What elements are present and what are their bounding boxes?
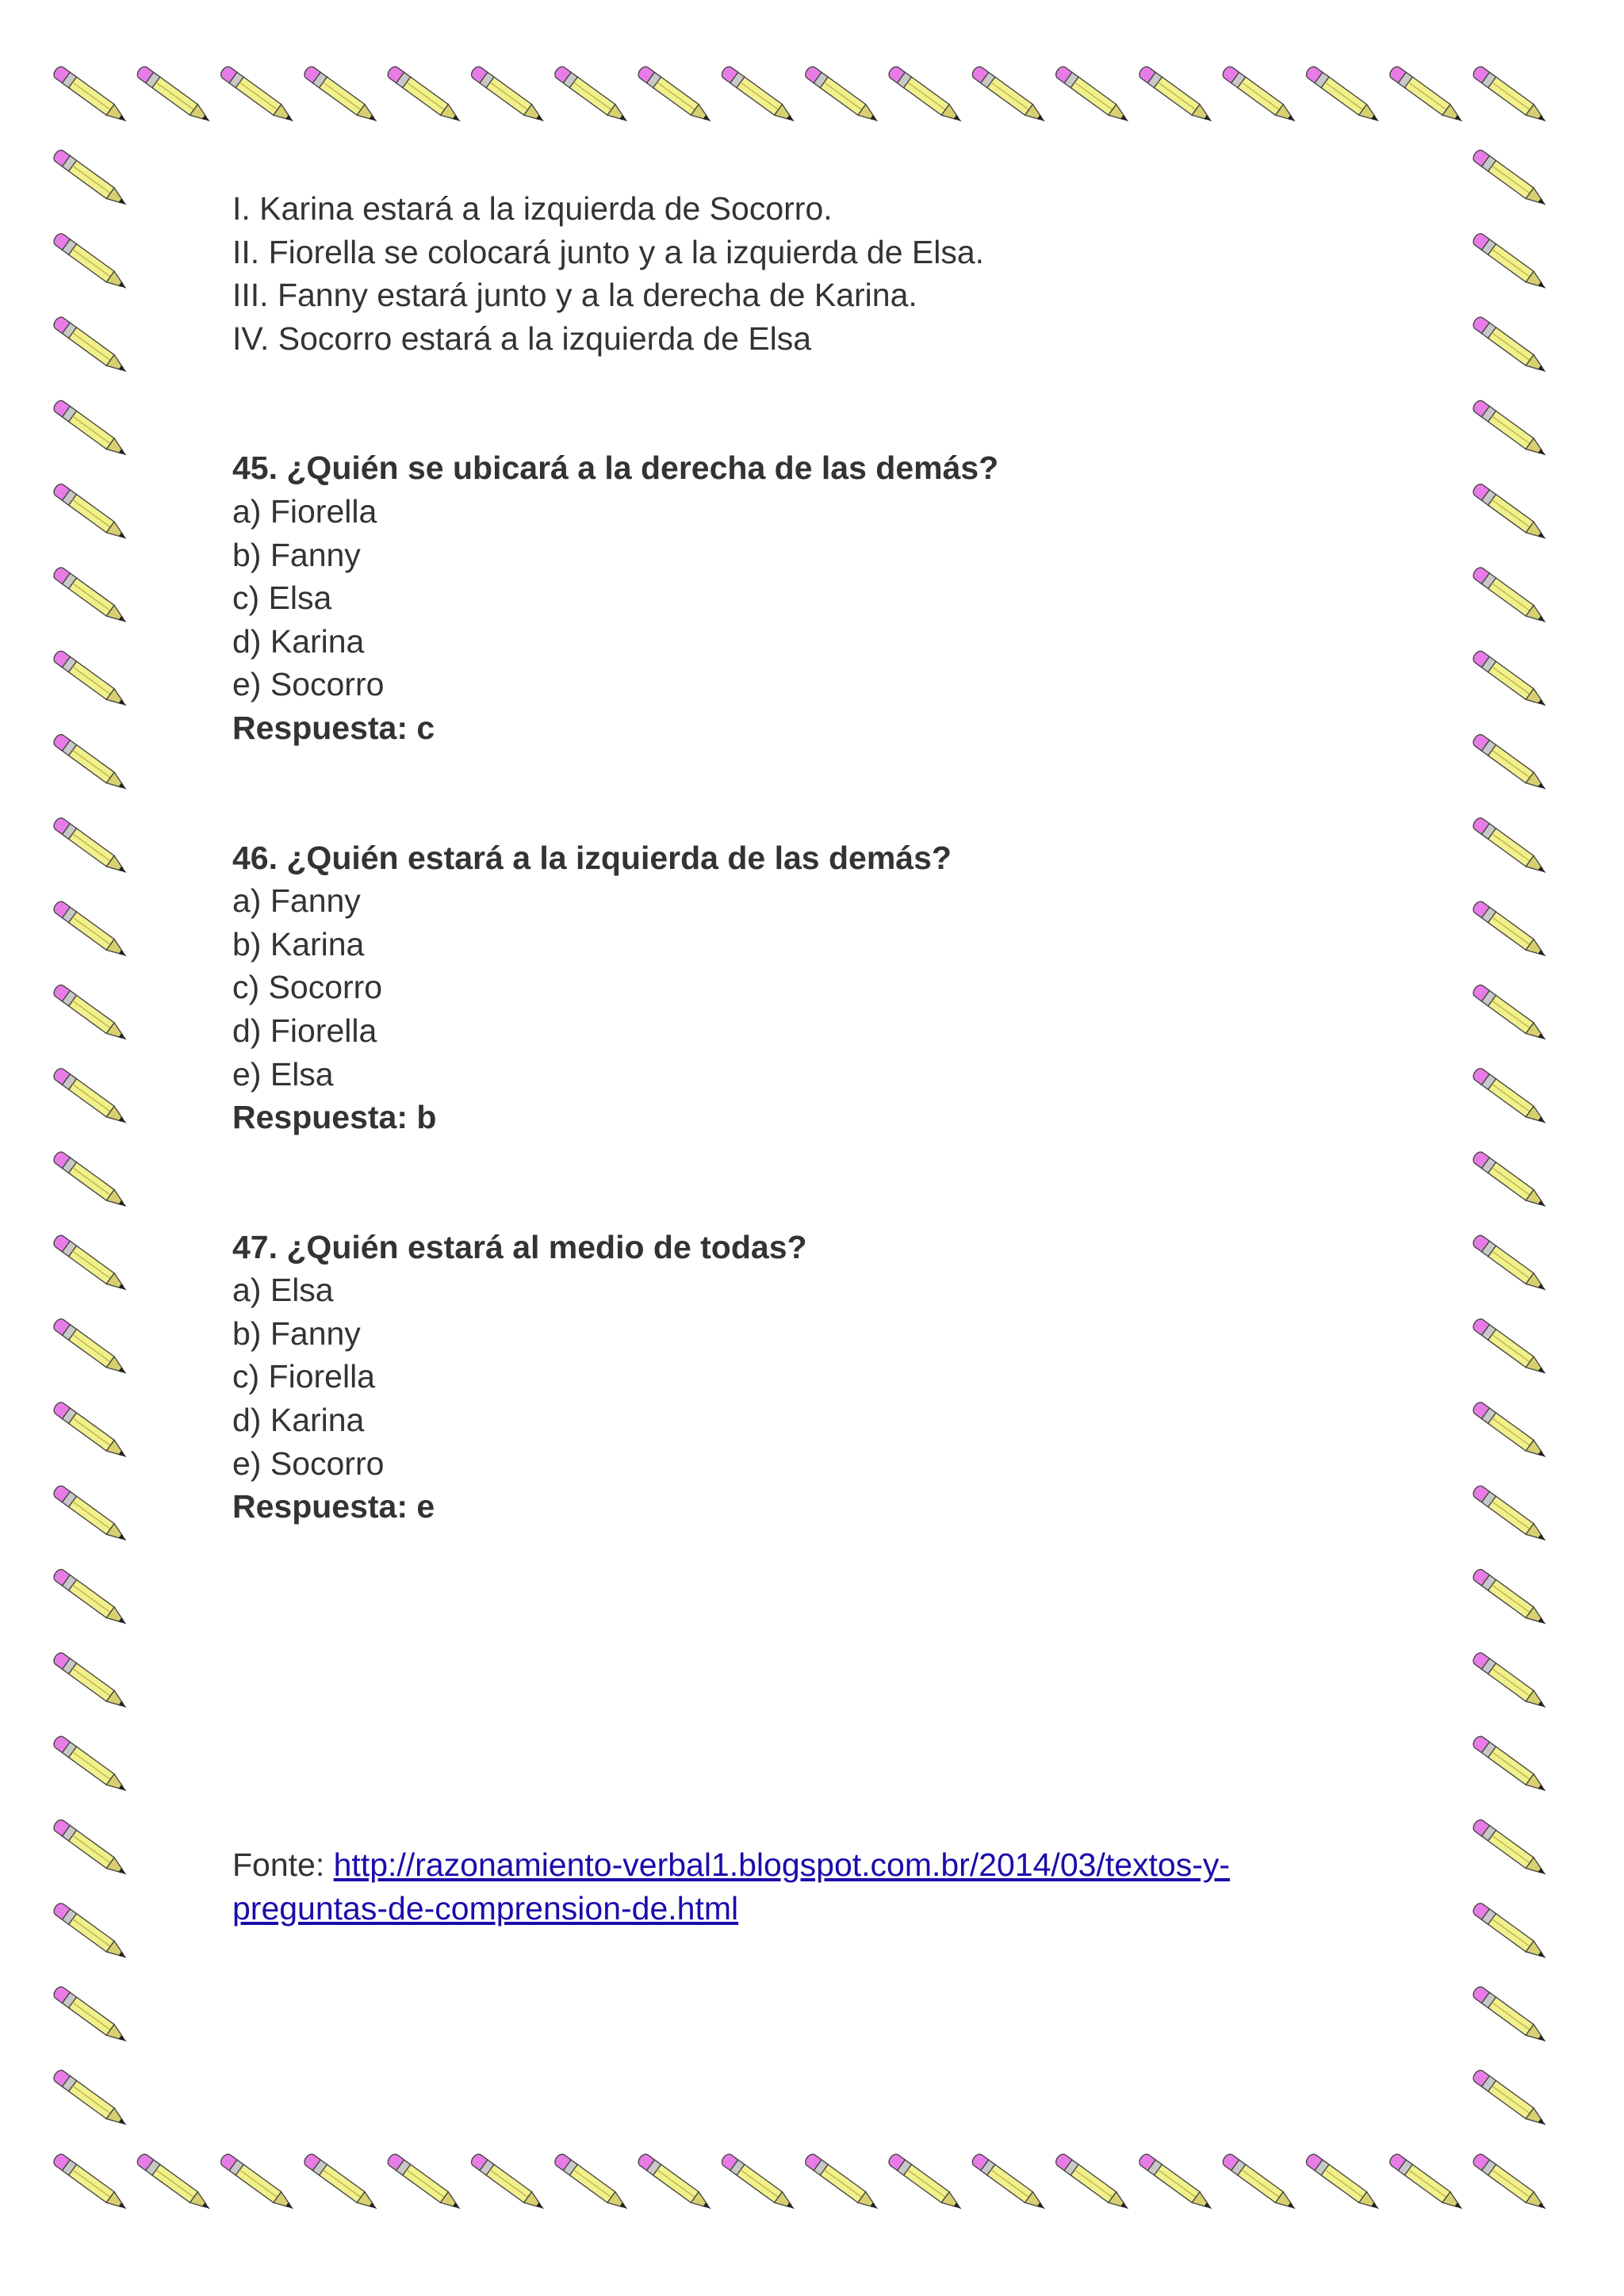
source-citation — [232, 1843, 1469, 1930]
option-d: d) Karina — [232, 1402, 365, 1439]
pencil-icon — [1471, 1234, 1549, 1296]
pencil-icon — [1471, 2152, 1549, 2215]
option-c: c) Fiorella — [232, 1358, 375, 1395]
pencil-icon — [1471, 1818, 1549, 1881]
pencil-icon — [636, 2152, 714, 2215]
pencil-icon — [887, 65, 965, 128]
pencil-icon — [52, 816, 130, 878]
pencil-icon — [52, 1567, 130, 1630]
pencil-icon — [1471, 1567, 1549, 1630]
pencil-icon — [136, 65, 214, 128]
answer: Respuesta: b — [232, 1099, 437, 1136]
option-e: e) Elsa — [232, 1055, 334, 1093]
option-b: b) Fanny — [232, 1314, 361, 1352]
pencil-icon — [52, 65, 130, 128]
pencil-icon — [1471, 315, 1549, 377]
option-b: b) Fanny — [232, 536, 361, 573]
question-title: 46. ¿Quién estará a la izquierda de las demás? — [232, 839, 952, 876]
pencil-icon — [1471, 1317, 1549, 1380]
pencil-icon — [52, 649, 130, 712]
clue-1: I. Karina estará a la izquierda de Socorro. — [232, 190, 833, 227]
pencil-icon — [1388, 65, 1466, 128]
option-c: c) Elsa — [232, 580, 332, 617]
pencil-icon — [553, 65, 631, 128]
pencil-icon — [52, 2152, 130, 2215]
question-45 — [232, 446, 1469, 749]
option-d: d) Fiorella — [232, 1012, 377, 1049]
pencil-icon — [971, 65, 1049, 128]
question-46 — [232, 836, 1469, 1139]
answer: Respuesta: c — [232, 709, 435, 746]
pencil-icon — [52, 1484, 130, 1547]
pencil-icon — [971, 2152, 1049, 2215]
pencil-icon — [385, 65, 464, 128]
option-a: a) Fiorella — [232, 492, 377, 530]
pencil-icon — [469, 65, 548, 128]
answer: Respuesta: e — [232, 1488, 435, 1525]
pencil-icon — [52, 399, 130, 461]
pencil-icon — [1388, 2152, 1466, 2215]
pencil-icon — [803, 65, 882, 128]
pencil-icon — [385, 2152, 464, 2215]
pencil-icon — [1471, 733, 1549, 795]
document-content — [232, 187, 1469, 1529]
pencil-icon — [52, 2068, 130, 2131]
pencil-icon — [52, 315, 130, 377]
pencil-icon — [887, 2152, 965, 2215]
pencil-icon — [302, 2152, 381, 2215]
option-c: c) Socorro — [232, 969, 383, 1006]
clue-4: IV. Socorro estará a la izquierda de Elsa — [232, 320, 812, 357]
pencil-icon — [1220, 2152, 1299, 2215]
pencil-icon — [1471, 649, 1549, 712]
pencil-icon — [1471, 399, 1549, 461]
option-e: e) Socorro — [232, 1445, 385, 1482]
pencil-icon — [1471, 1484, 1549, 1547]
pencil-icon — [52, 1984, 130, 2047]
pencil-icon — [52, 1234, 130, 1296]
pencil-icon — [1471, 2068, 1549, 2131]
clue-3: III. Fanny estará junto y a la derecha de Karina. — [232, 277, 917, 314]
pencil-icon — [1054, 65, 1132, 128]
pencil-icon — [553, 2152, 631, 2215]
pencil-icon — [1471, 816, 1549, 878]
pencil-icon — [52, 482, 130, 545]
pencil-icon — [52, 983, 130, 1046]
pencil-icon — [803, 2152, 882, 2215]
pencil-icon — [1304, 2152, 1383, 2215]
pencil-icon — [52, 1150, 130, 1212]
pencil-icon — [52, 900, 130, 962]
source-label: Fonte: — [232, 1846, 334, 1883]
option-a: a) Fanny — [232, 882, 361, 920]
option-d: d) Karina — [232, 622, 365, 660]
pencil-icon — [1220, 65, 1299, 128]
pencil-icon — [52, 1400, 130, 1463]
pencil-icon — [52, 1317, 130, 1380]
pencil-icon — [1471, 983, 1549, 1046]
clue-2: II. Fiorella se colocará junto y a la izquierda de Elsa. — [232, 233, 985, 270]
pencil-icon — [52, 148, 130, 211]
option-b: b) Karina — [232, 925, 365, 962]
pencil-icon — [1471, 65, 1549, 128]
pencil-icon — [1471, 148, 1549, 211]
pencil-icon — [636, 65, 714, 128]
question-47 — [232, 1226, 1469, 1529]
pencil-icon — [136, 2152, 214, 2215]
pencil-icon — [1137, 65, 1216, 128]
pencil-icon — [302, 65, 381, 128]
pencil-icon — [52, 232, 130, 294]
pencil-icon — [1471, 1066, 1549, 1129]
pencil-icon — [52, 1735, 130, 1797]
pencil-icon — [720, 65, 799, 128]
pencil-icon — [52, 1651, 130, 1713]
pencil-icon — [469, 2152, 548, 2215]
pencil-icon — [1471, 1651, 1549, 1713]
pencil-icon — [1137, 2152, 1216, 2215]
pencil-icon — [52, 1901, 130, 1964]
option-e: e) Socorro — [232, 666, 385, 703]
pencil-icon — [1471, 900, 1549, 962]
pencil-icon — [52, 733, 130, 795]
pencil-icon — [720, 2152, 799, 2215]
source-link-line-1[interactable]: http://razonamiento-verbal1.blogspot.com.br/2014/03/textos-y- — [333, 1846, 1231, 1883]
pencil-icon — [1471, 565, 1549, 628]
question-title: 45. ¿Quién se ubicará a la derecha de las demás? — [232, 450, 999, 487]
pencil-icon — [1471, 1400, 1549, 1463]
pencil-icon — [1471, 1150, 1549, 1212]
pencil-icon — [1471, 1984, 1549, 2047]
pencil-icon — [1471, 232, 1549, 294]
pencil-icon — [1304, 65, 1383, 128]
pencil-icon — [52, 565, 130, 628]
option-a: a) Elsa — [232, 1272, 334, 1309]
source-link-line-2[interactable]: preguntas-de-comprension-de.html — [232, 1889, 739, 1927]
pencil-icon — [52, 1066, 130, 1129]
pencil-icon — [1471, 1735, 1549, 1797]
pencil-icon — [219, 2152, 297, 2215]
clue-list — [232, 187, 1469, 360]
pencil-icon — [219, 65, 297, 128]
question-title: 47. ¿Quién estará al medio de todas? — [232, 1228, 807, 1265]
pencil-icon — [52, 1818, 130, 1881]
pencil-icon — [1471, 482, 1549, 545]
pencil-icon — [1471, 1901, 1549, 1964]
pencil-icon — [1054, 2152, 1132, 2215]
